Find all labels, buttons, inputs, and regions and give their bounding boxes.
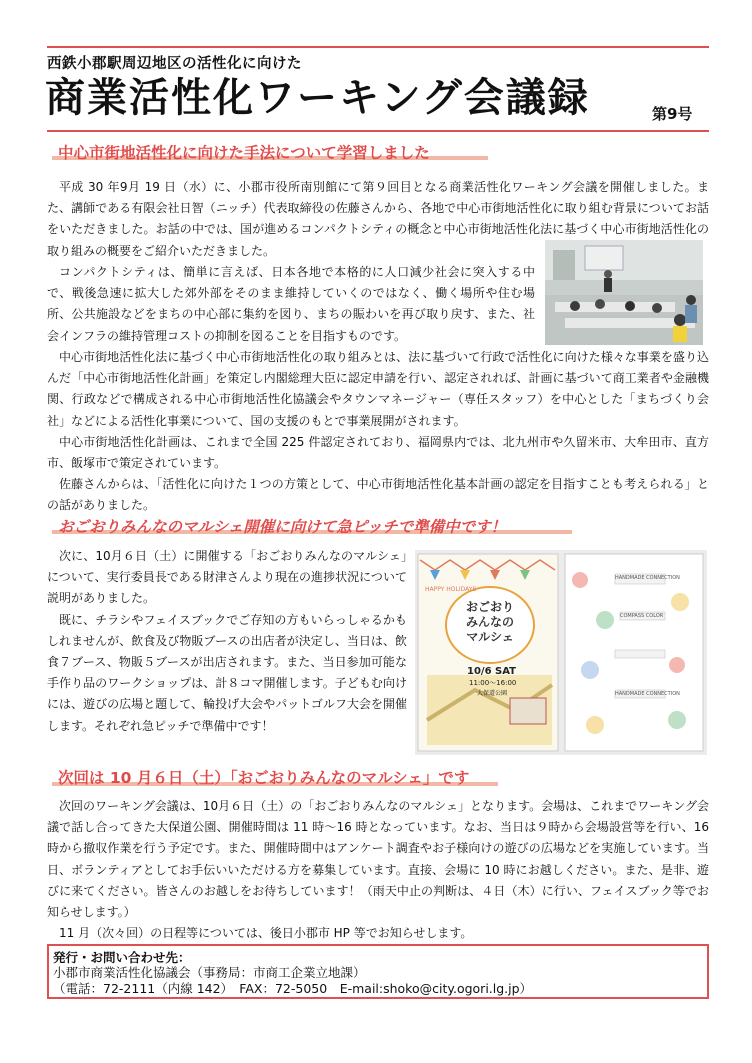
paragraph: 佐藤さんからは、「活性化に向けた１つの方策として、中心市街地活性化基本計画の認定を目指すことも考えられる」との話がありました。 bbox=[47, 477, 709, 513]
paragraph: 次回のワーキング会議は、10月６日（土）の「おごおりみんなのマルシェ」となります。会場は、これまでワーキング会議で話し合ってきた大保道公園、開催時間は 11 時～16 時となっています。なお、当日は９時から会場設営等を行い、16 時から撤収作業を行う予定です。また、開催時間中はアンケート調査やお子様向けの遊びの広場などを実施しています。当日、ボランティアとしてお手伝いいただける方を募集しています。直接、会場に 10 時にお越しください。また、是非、遊びに来てください。皆さんのお越しをお待ちしています！（雨天中止の判断は、４日（木）に行い、フェイスブック等でお知らせします。） bbox=[47, 799, 709, 920]
flyer-title-line: みんなの bbox=[465, 615, 514, 629]
subtitle: 西鉄小郡駅周辺地区の活性化に向けた bbox=[47, 56, 302, 72]
flyer-date: 10/6 SAT bbox=[467, 666, 516, 677]
paragraph: 平成 30 年9月 19 日（水）に、小郡市役所南別館にて第９回目となる商業活性化ワーキング会議を開催しました。また、講師である有限会社日智（ニッチ）代表取締役の佐藤さんから、各地で中心市街地活性化に取り組む背景についてお話をいただきました。お話の中では、国が進めるコンパクトシティの概念と中心市街地活性化法に基づく中心市街地活性化の取り組みの概要をご紹介いただきました。 bbox=[47, 180, 709, 258]
contact-phone: （電話：72-2111（内線 142） FAX：72-5050 E-mail:shoko@city.ogori.lg.jp） bbox=[53, 981, 533, 996]
flyer-front-title bbox=[455, 600, 525, 645]
section3-heading: 次回は 10 月６日（土）「おごおりみんなのマルシェ」です bbox=[58, 769, 470, 787]
flyer-back-label: COMPASS COLOR bbox=[620, 613, 664, 619]
page-title: 商業活性化ワーキング会議録 bbox=[45, 75, 590, 121]
section2-text bbox=[47, 546, 407, 737]
flyer-back-label: HANDMADE CONNECTION bbox=[615, 575, 680, 581]
issue-number: 第9号 bbox=[652, 105, 693, 123]
section3-text bbox=[47, 796, 709, 944]
contact-heading: 発行・お問い合わせ先： bbox=[53, 950, 191, 965]
section1-text-bottom bbox=[47, 347, 709, 517]
section2-heading: おごおりみんなのマルシェ開催に向けて急ピッチで準備中です！ bbox=[58, 518, 507, 536]
flyer-title-line: マルシェ bbox=[466, 630, 514, 644]
flyer-venue: 大保道公園 bbox=[477, 690, 508, 697]
section1-text-side bbox=[47, 262, 535, 347]
contact-box bbox=[47, 944, 709, 999]
title-rule bbox=[47, 130, 709, 132]
paragraph: 次に、10月６日（土）に開催する「おごおりみんなのマルシェ」について、実行委員長である財津さんより現在の進捗状況について説明がありました。 bbox=[47, 549, 407, 606]
flyer-title-line: おごおり bbox=[465, 600, 514, 614]
section1-heading: 中心市街地活性化に向けた手法について学習しました bbox=[58, 144, 430, 162]
flyer-back-label: HANDMADE CONNECTION bbox=[615, 691, 680, 697]
paragraph: 中心市街地活性化法に基づく中心市街地活性化の取り組みとは、法に基づいて行政で活性化に向けた様々な事業を盛り込んだ「中心市街地活性化計画」を策定し内閣総理大臣に認定申請を行い、認定されれば、計画に基づいて商工業者や金融機関、行政などで構成される中心市街地活性化協議会やタウンマネージャー（専任スタッフ）を中心とした「まちづくり会社」などによる活性化事業について、国の支援のもとで事業展開がされます。 bbox=[47, 350, 709, 428]
meeting-photo bbox=[545, 240, 703, 345]
flyer-time: 11:00～16:00 bbox=[469, 679, 517, 687]
paragraph: 中心市街地活性化計画は、これまで全国 225 件認定されており、福岡県内では、北九州市や久留米市、大牟田市、直方市、飯塚市で策定されています。 bbox=[47, 434, 709, 471]
flyer-tag: HAPPY HOLIDAYS bbox=[425, 586, 477, 593]
top-rule bbox=[47, 46, 709, 48]
paragraph: 11 月（次々回）の日程等については、後日小郡市 HP 等でお知らせします。 bbox=[59, 926, 473, 941]
meeting-photo-illustration bbox=[545, 240, 703, 345]
contact-organization: 小郡市商業活性化協議会（事務局：市商工企業立地課） bbox=[53, 965, 366, 980]
paragraph: 既に、チラシやフェイスブックでご存知の方もいらっしゃるかもしれませんが、飲食及び物販ブースの出店者が決定し、当日は、飲食７ブース、物販５ブースが出店されます。また、当日参加可能な手作り品のワークショップは、計８コマ開催します。子どもむ向けには、遊びの広場と題して、輪投げ大会やパットゴルフ大会を開催します。それぞれ急ピッチで準備中です！ bbox=[47, 612, 407, 733]
marche-flyers bbox=[415, 550, 707, 755]
paragraph: コンパクトシティは、簡単に言えば、日本各地で本格的に人口減少社会に突入する中で、戦後急速に拡大した郊外部をそのまま維持していくのではなく、働く場所や住む場所、公共施設などをまちの中心部に集約を図り、まちの賑わいを再び取り戻す、また、社会インフラの維持管理コストの抑制を図ることを目指すものです。 bbox=[47, 265, 535, 343]
